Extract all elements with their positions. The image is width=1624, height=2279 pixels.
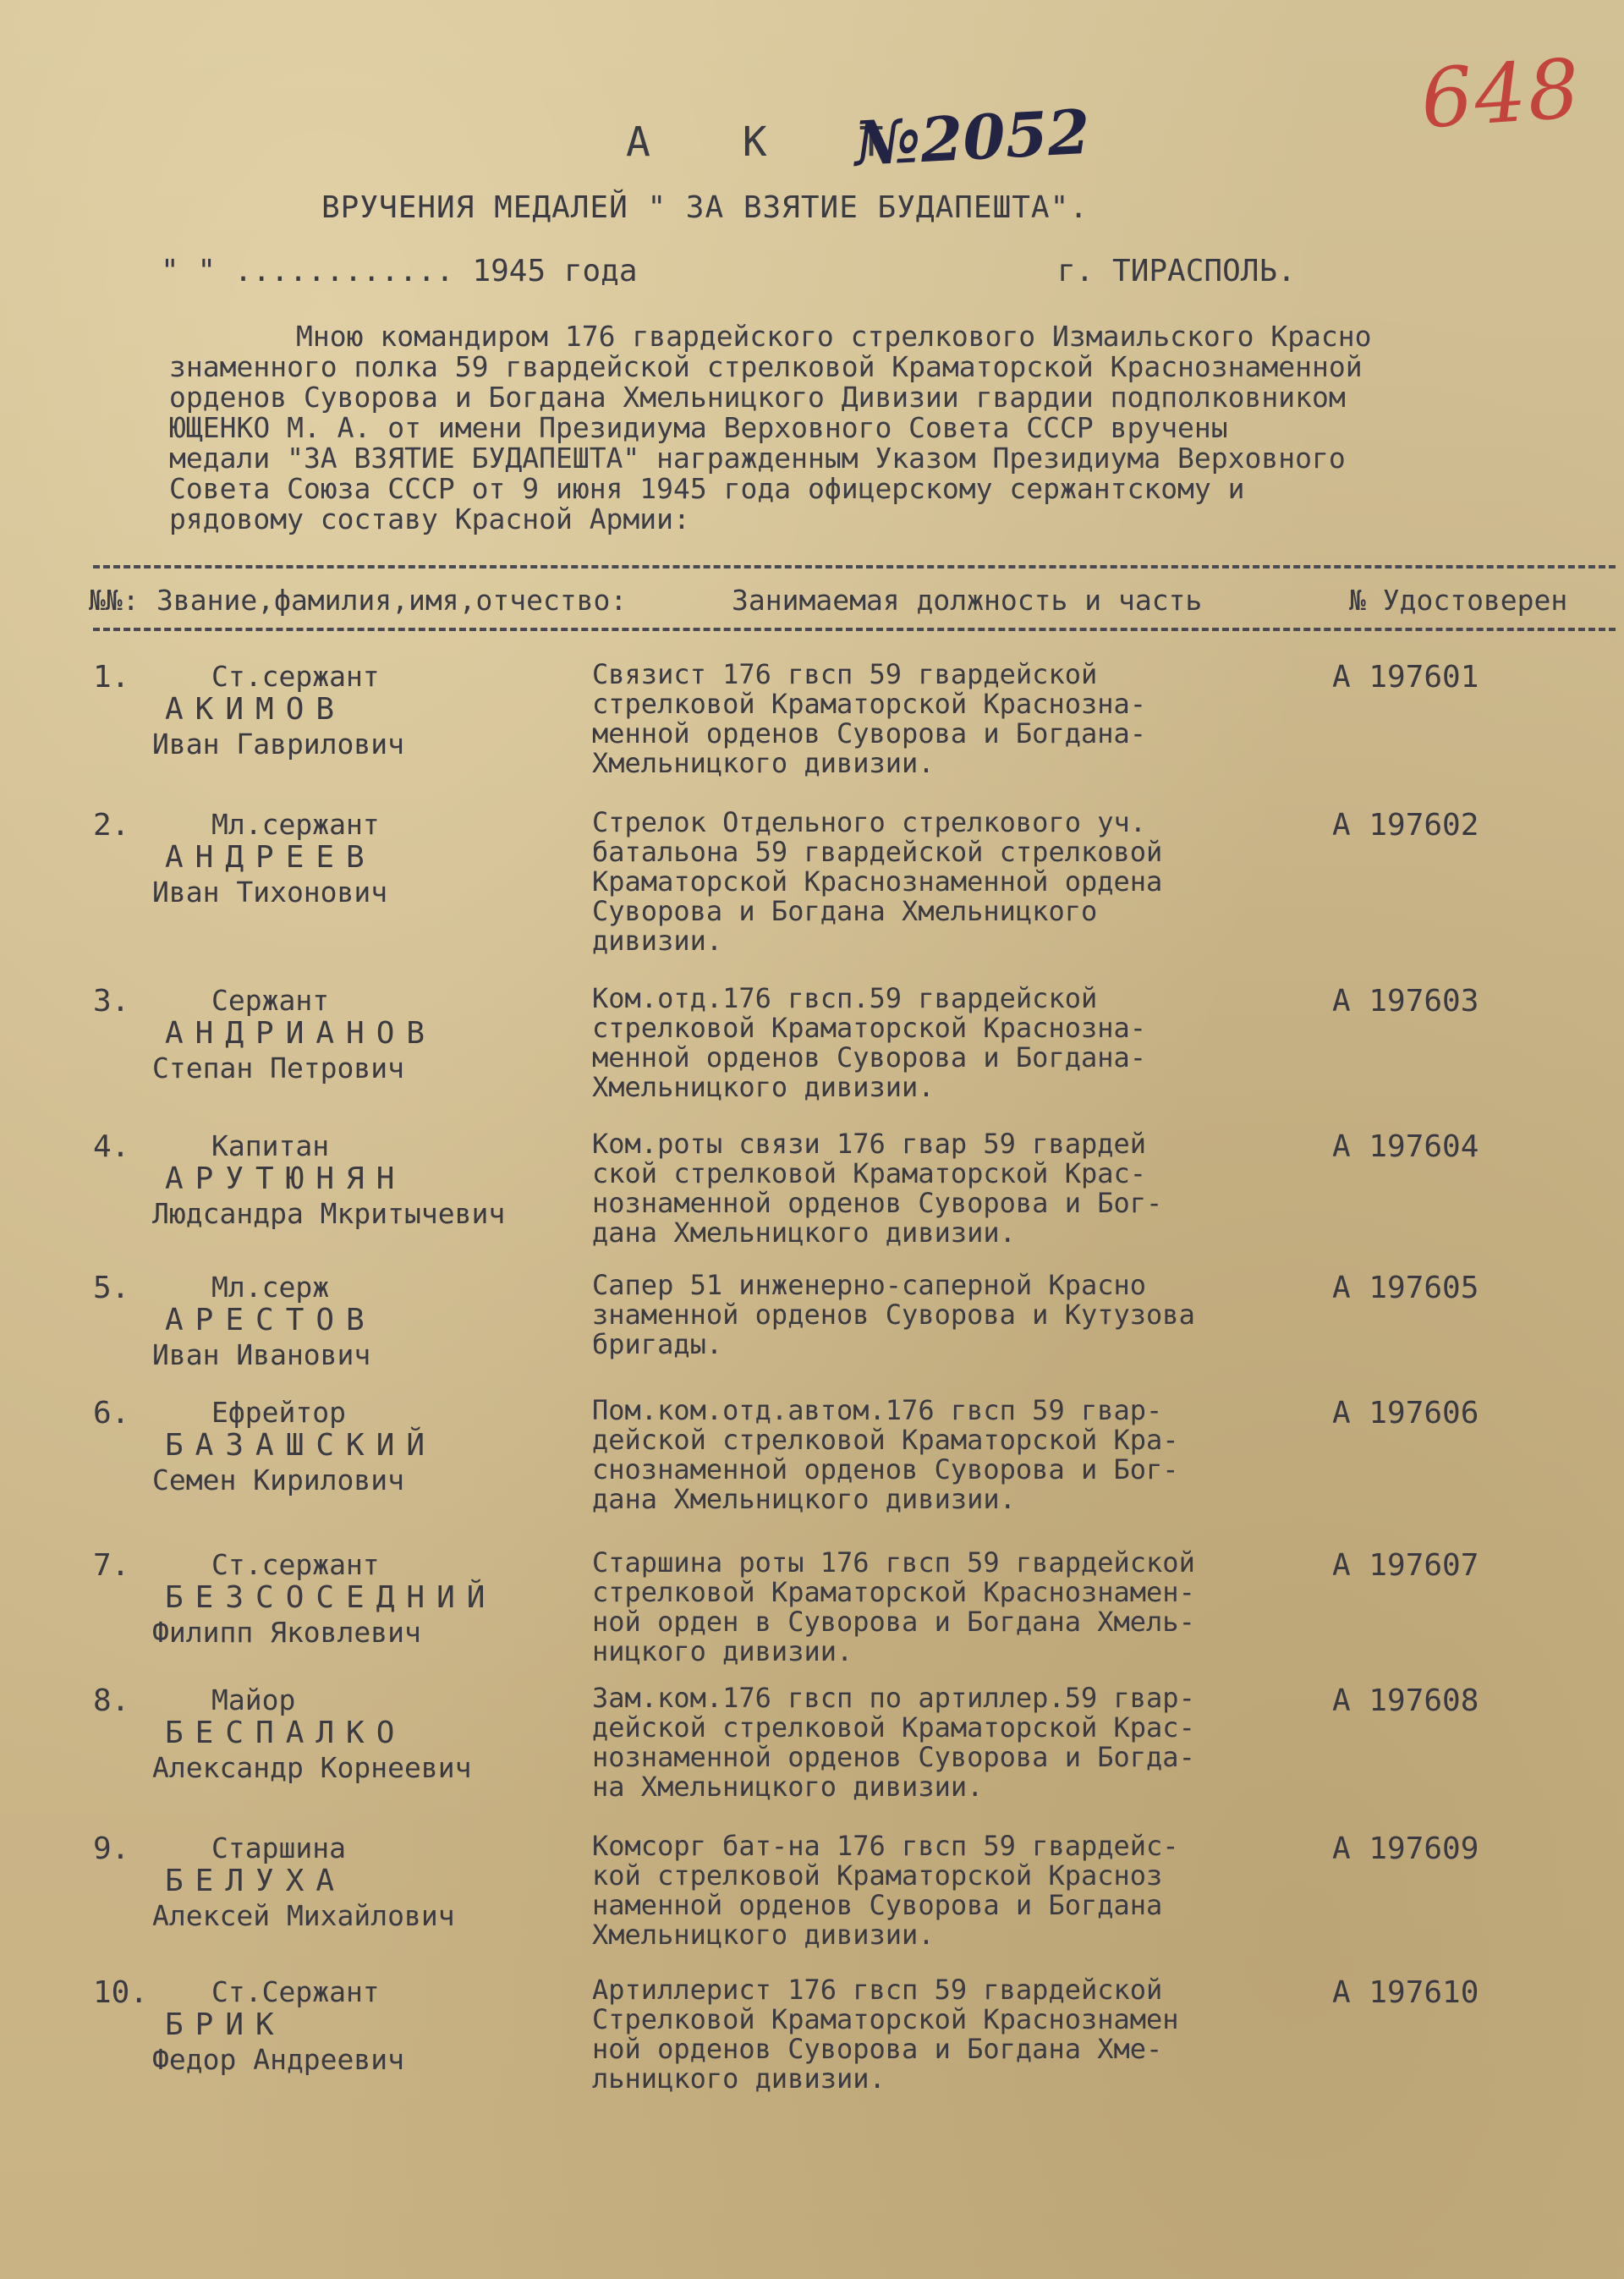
- archive-page-number: 648: [1418, 41, 1584, 147]
- position-line: дана Хмельницкого дивизии.: [592, 1483, 1016, 1515]
- position-line: нознаменной орденов Суворова и Бог-: [592, 1187, 1163, 1219]
- row-rank: Ст.сержант: [211, 660, 380, 693]
- row-given-name: Иван Иванович: [152, 1338, 371, 1371]
- row-position: [592, 1129, 1336, 1248]
- position-line: льницкого дивизии.: [592, 2062, 886, 2095]
- table-row: [0, 1683, 1624, 1853]
- position-line: Ком.отд.176 гвсп.59 гвардейской: [592, 982, 1098, 1014]
- position-line: дана Хмельницкого дивизии.: [592, 1216, 1016, 1249]
- position-line: Хмельницкого дивизии.: [592, 1919, 935, 1951]
- row-given-name: Людсандра Мкритычевич: [152, 1197, 506, 1230]
- header-position: Занимаемая должность и часть: [732, 584, 1203, 617]
- position-line: на Хмельницкого дивизии.: [592, 1771, 984, 1803]
- row-position: [592, 984, 1336, 1102]
- row-certificate: А 197610: [1332, 1975, 1479, 2010]
- position-line: Пом.ком.отд.автом.176 гвсп 59 гвар-: [592, 1394, 1163, 1426]
- position-line: Ком.роты связи 176 гвар 59 гвардей: [592, 1128, 1147, 1160]
- header-rule-bottom: [93, 628, 1616, 631]
- row-rank: Мл.серж: [211, 1271, 330, 1304]
- row-position: [592, 1683, 1336, 1802]
- row-rank: Ст.сержант: [211, 1548, 380, 1581]
- row-rank: Ст.Сержант: [211, 1975, 380, 2008]
- row-position: [592, 1975, 1336, 2094]
- row-given-name: Федор Андреевич: [152, 2043, 405, 2076]
- position-line: Краматорской Краснознаменной ордена: [592, 865, 1163, 898]
- table-row: [0, 1396, 1624, 1565]
- position-line: менной орденов Суворова и Богдана-: [592, 717, 1147, 750]
- row-surname: АНДРИАНОВ: [165, 1016, 437, 1051]
- row-certificate: А 197608: [1332, 1683, 1479, 1718]
- row-position: [592, 1396, 1336, 1514]
- table-row: [0, 1975, 1624, 2144]
- position-line: дивизии.: [592, 925, 723, 957]
- row-number: 6.: [93, 1396, 130, 1431]
- row-certificate: А 197601: [1332, 660, 1479, 695]
- position-line: Комсорг бат-на 176 гвсп 59 гвардейс-: [592, 1830, 1179, 1862]
- position-line: стрелковой Краматорской Краснозна-: [592, 1012, 1147, 1044]
- header-num: №№:: [89, 584, 140, 617]
- row-given-name: Алексей Михайлович: [152, 1899, 455, 1932]
- position-line: знаменной орденов Суворова и Кутузова: [592, 1299, 1195, 1331]
- row-rank: Сержант: [211, 984, 330, 1017]
- position-line: ской стрелковой Краматорской Крас-: [592, 1157, 1147, 1189]
- header-cert: № Удостоверен: [1349, 584, 1568, 617]
- row-surname: АКИМОВ: [165, 692, 347, 727]
- position-line: батальона 59 гвардейской стрелковой: [592, 836, 1163, 868]
- row-certificate: А 197606: [1332, 1396, 1479, 1431]
- intro-line: Мною командиром 176 гвардейского стрелкового Измаильского Красно: [296, 320, 1372, 353]
- row-position: [592, 1831, 1336, 1950]
- position-line: Артиллерист 176 гвсп 59 гвардейской: [592, 1974, 1163, 2006]
- header-name: Звание,фамилия,имя,отчество:: [156, 584, 628, 617]
- position-line: Суворова и Богдана Хмельницкого: [592, 895, 1098, 927]
- row-position: [592, 1271, 1336, 1359]
- document-title: А К Т: [626, 118, 918, 166]
- intro-line: ЮЩЕНКО М. А. от имени Президиума Верховного Совета СССР вручены: [169, 411, 1228, 444]
- row-surname: АРУТЮНЯН: [165, 1161, 407, 1196]
- intro-paragraph: [169, 321, 1607, 535]
- date-line: [161, 254, 1387, 288]
- position-line: Стрелок Отдельного стрелкового уч.: [592, 806, 1147, 838]
- row-number: 2.: [93, 808, 130, 843]
- row-surname: АРЕСТОВ: [165, 1303, 376, 1337]
- row-position: [592, 808, 1336, 956]
- position-line: Хмельницкого дивизии.: [592, 747, 935, 779]
- row-surname: АНДРЕЕВ: [165, 840, 376, 875]
- position-line: дейской стрелковой Краматорской Кра-: [592, 1424, 1179, 1456]
- row-given-name: Иван Гаврилович: [152, 728, 405, 761]
- position-line: Старшина роты 176 гвсп 59 гвардейской: [592, 1546, 1195, 1579]
- row-given-name: Иван Тихонович: [152, 876, 388, 909]
- row-rank: Ефрейтор: [211, 1396, 346, 1429]
- row-number: 4.: [93, 1129, 130, 1164]
- position-line: нознаменной орденов Суворова и Богда-: [592, 1741, 1195, 1773]
- position-line: ной орденов Суворова и Богдана Хме-: [592, 2033, 1163, 2065]
- position-line: Сапер 51 инженерно-саперной Красно: [592, 1269, 1147, 1301]
- intro-line: медали "ЗА ВЗЯТИЕ БУДАПЕШТА" награжденным Указом Президиума Верховного: [169, 442, 1346, 475]
- position-line: стрелковой Краматорской Краснознамен-: [592, 1576, 1195, 1608]
- header-rule-top: [93, 565, 1616, 568]
- table-row: [0, 808, 1624, 977]
- row-rank: Майор: [211, 1683, 296, 1716]
- position-line: Стрелковой Краматорской Краснознамен: [592, 2003, 1179, 2035]
- position-line: дейской стрелковой Краматорской Крас-: [592, 1711, 1195, 1744]
- intro-line: орденов Суворова и Богдана Хмельницкого Дивизии гвардии подполковником: [169, 381, 1346, 414]
- position-line: кой стрелковой Краматорской Красноз: [592, 1859, 1163, 1892]
- position-line: ницкого дивизии.: [592, 1635, 853, 1667]
- row-given-name: Семен Кирилович: [152, 1464, 405, 1496]
- row-number: 9.: [93, 1831, 130, 1866]
- row-certificate: А 197602: [1332, 808, 1479, 843]
- position-line: снознаменной орденов Суворова и Бог-: [592, 1453, 1179, 1485]
- row-position: [592, 1548, 1336, 1667]
- row-surname: БЕЗСОСЕДНИЙ: [165, 1580, 497, 1615]
- row-certificate: А 197607: [1332, 1548, 1479, 1583]
- intro-line: знаменного полка 59 гвардейской стрелковой Краматорской Краснознаменной: [169, 350, 1363, 383]
- row-position: [592, 660, 1336, 778]
- row-surname: БЕСПАЛКО: [165, 1716, 407, 1750]
- row-number: 1.: [93, 660, 130, 695]
- document-subtitle: ВРУЧЕНИЯ МЕДАЛЕЙ " ЗА ВЗЯТИЕ БУДАПЕШТА".: [321, 190, 1089, 225]
- table-row: [0, 660, 1624, 829]
- row-number: 8.: [93, 1683, 130, 1718]
- row-given-name: Степан Петрович: [152, 1052, 405, 1085]
- intro-line: рядовому составу Красной Армии:: [169, 502, 690, 535]
- position-line: бригады.: [592, 1328, 723, 1360]
- row-certificate: А 197604: [1332, 1129, 1479, 1164]
- position-line: менной орденов Суворова и Богдана-: [592, 1041, 1147, 1074]
- row-given-name: Филипп Яковлевич: [152, 1616, 421, 1649]
- position-line: стрелковой Краматорской Краснозна-: [592, 688, 1147, 720]
- position-line: ной орден в Суворова и Богдана Хмель-: [592, 1606, 1195, 1638]
- row-number: 10.: [93, 1975, 149, 2010]
- row-surname: БРИК: [165, 2007, 286, 2042]
- row-rank: Капитан: [211, 1129, 330, 1162]
- row-certificate: А 197603: [1332, 984, 1479, 1019]
- row-rank: Старшина: [211, 1831, 346, 1864]
- act-number: №2052: [852, 95, 1092, 180]
- row-number: 3.: [93, 984, 130, 1019]
- position-line: Связист 176 гвсп 59 гвардейской: [592, 658, 1098, 690]
- intro-line: Совета Союза СССР от 9 июня 1945 года офицерскому сержантскому и: [169, 472, 1245, 505]
- row-certificate: А 197605: [1332, 1271, 1479, 1305]
- row-number: 7.: [93, 1548, 130, 1583]
- row-surname: БАЗАШСКИЙ: [165, 1428, 437, 1463]
- position-line: Хмельницкого дивизии.: [592, 1071, 935, 1103]
- row-number: 5.: [93, 1271, 130, 1305]
- row-surname: БЕЛУХА: [165, 1864, 347, 1898]
- city-text: г. ТИРАСПОЛЬ.: [1057, 254, 1296, 288]
- position-line: наменной орденов Суворова и Богдана: [592, 1889, 1163, 1921]
- row-rank: Мл.сержант: [211, 808, 380, 841]
- row-given-name: Александр Корнеевич: [152, 1751, 472, 1784]
- row-certificate: А 197609: [1332, 1831, 1479, 1866]
- date-text: " " ............ 1945 года: [161, 254, 638, 288]
- position-line: Зам.ком.176 гвсп по артиллер.59 гвар-: [592, 1682, 1195, 1714]
